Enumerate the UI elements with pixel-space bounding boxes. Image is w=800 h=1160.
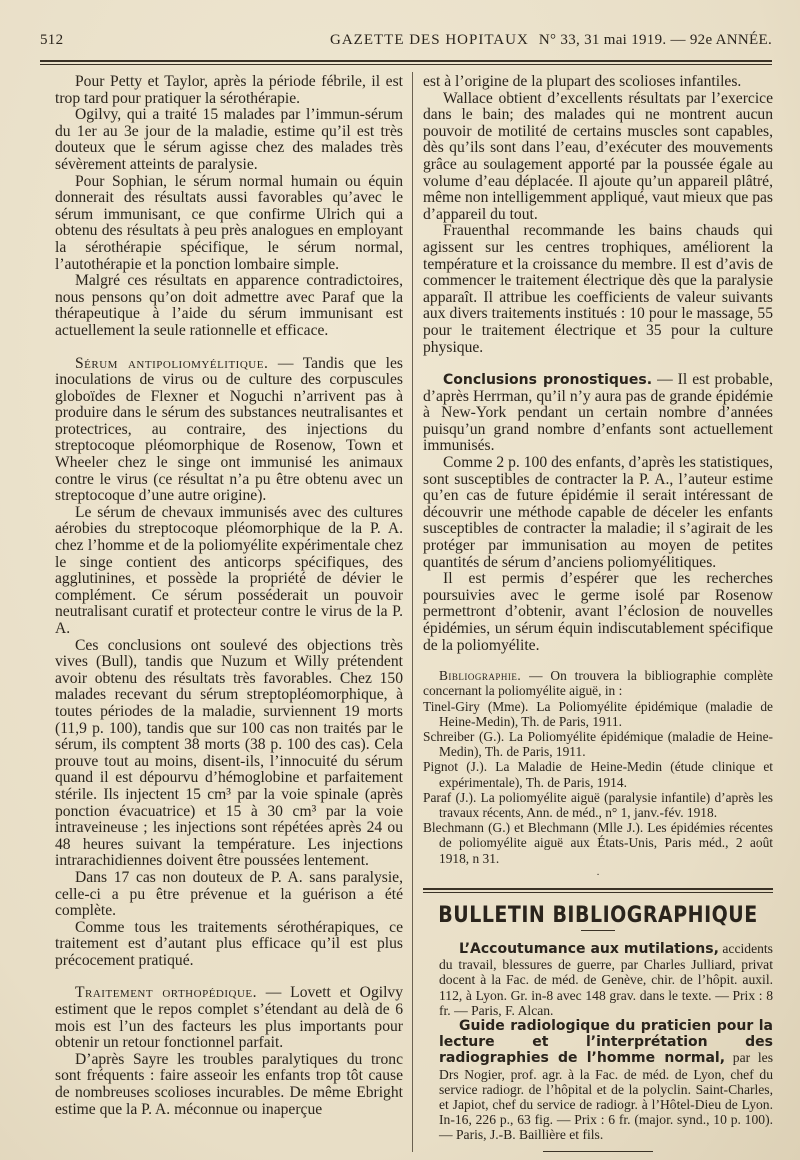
paragraph: Comme tous les traitements sérothérapiques, ce traitement est d’autant plus efficace qu’il est plus précocement pratiqué. xyxy=(55,918,403,969)
bibliography xyxy=(423,668,773,866)
book-title: L’Accoutumance aux mutilations, xyxy=(459,941,719,958)
bibliography-entry: Schreiber (G.). La Poliomyélite épidémique (maladie de Heine-Medin), Th. de Paris, 1911. xyxy=(423,729,773,760)
paragraph: D’après Sayre les troubles paralytiques du tronc sont fréquents : faire asseoir les enfants trop tôt cause de nombreuses scolioses incurables. De même Ebright estime que la P. A. méconnue ou inaperçue xyxy=(55,1050,403,1118)
title-underline xyxy=(581,930,615,931)
section-text: — Lovett et Ogilvy estiment que le repos complet s’étendant au delà de 6 mois est l’un des facteurs les plus importants pour obtenir un retour fonctionnel parfait. xyxy=(55,984,403,1052)
paragraph: Pour Petty et Taylor, après la période fébrile, il est trop tard pour pratiquer la sérothérapie. xyxy=(55,73,403,107)
header-rule xyxy=(40,60,772,62)
left-column xyxy=(55,74,403,1118)
paragraph: Malgré ces résultats en apparence contradictoires, nous pensons qu’on doit admettre avec Paraf que la thérapeutique à l’aide du sérum immunisant est actuellement la seule rationnelle et efficace. xyxy=(55,272,403,339)
book-details: accidents du travail, blessures de guerre, par Charles Julliard, privat docent à la Fac. de méd. de Genève, chir. de l’hôpit. auxil. 112, à Lyon. Gr. in-8 avec 148 grav. dans le texte. — Prix : 8 fr. — Paris, F. Alcan. xyxy=(439,941,773,1018)
section-text: — Il est probable, d’après Herrman, qu’il n’y aura pas de grande épidémie à New-York pendant un certain nombre d’années puisqu’un grand nombre d’enfants sont actuellement immunisés. xyxy=(423,371,774,455)
section-conclusions xyxy=(423,372,773,455)
book-details: par les Drs Nogier, prof. agr. à la Fac. de méd. de Lyon, chef du service radiogr. de l’hôpital et de la polyclin. Saint-Charles, et Japiot, chef du service de radiogr. à l’Hôtel-Dieu de Lyon. In-16, 226 p., 63 fig. — Prix : 6 fr. (major. synd., 10 p. 100). — Paris, J.-B. Baillière et fils. xyxy=(439,1050,773,1143)
bibliography-intro xyxy=(423,668,773,698)
right-column xyxy=(423,74,773,1152)
section-heading: Traitement orthopédique. xyxy=(75,984,258,1002)
column-divider xyxy=(412,72,413,1152)
paragraph: Il est permis d’espérer que les recherches poursuivies avec le germe isolé par Rosenow permettront d’obtenir, avant l’éclosion de nouvelles épidémies, un sérum équin indiscutablement spécifique de la poliomyélite. xyxy=(423,570,773,654)
paragraph: Ogilvy, qui a traité 15 malades par l’immun-sérum du 1er au 3e jour de la maladie, estime qu’il est très douteux que le sérum agisse chez des malades très sévèrement atteints de paralysie. xyxy=(55,106,403,173)
paragraph: Pour Sophian, le sérum normal humain ou équin donnerait des résultats aussi favorables qu’avec le sérum immunisant, ce que confirme Ulrich qui a obtenu des résultats à peu près analogues en employant la sérothérapie spécifique, le sérum normal, l’autothérapie et la ponction lombaire simple. xyxy=(55,172,403,273)
journal-title: GAZETTE DES HOPITAUX xyxy=(330,32,529,48)
separator-dot: · xyxy=(596,869,600,881)
paragraph: Comme 2 p. 100 des enfants, d’après les statistiques, sont susceptibles de contracter la P. A., l’auteur estime qu’en cas de future épidémie il serait intéressant de découvrir une méthode capable de déceler les enfants susceptibles de contracter la maladie; il s’agirait de les protéger par immunisation au moyen de petites quantités de sérum d’anciens poliomyélitiques. xyxy=(423,454,773,571)
paragraph: Wallace obtient d’excellents résultats par l’exercice dans le bain; des malades qui ne montrent aucun pouvoir de motilité de certains muscles sont capables, dès qu’ils sont dans l’eau, d’exécuter des mouvements grâce au soulagement apporté par la poussée égale au volume d’eau déplacée. Il ajoute qu’un appareil plâtré, même non intelligemment appliqué, vaut mieux que pas d’appareil du tout. xyxy=(423,89,773,223)
book-title: Guide radiologique du praticien pour la lecture et l’interprétation des radiographies de l’homme normal, xyxy=(439,1018,773,1067)
section-rule-thin xyxy=(423,892,773,893)
paragraph: Dans 17 cas non douteux de P. A. sans paralysie, celle-ci a pu être prévenue et la guérison a été complète. xyxy=(55,868,403,920)
end-rule xyxy=(543,1151,653,1152)
bibliography-heading: Bibliographie. xyxy=(439,668,522,684)
header-rule-thin xyxy=(40,64,772,65)
page-number: 512 xyxy=(40,32,64,48)
section-text: — Tandis que les inoculations de virus ou de culture des corpuscules globoïdes de Flexner et Noguchi n’arrivent pas à produire dans le sérum des substances neutralisantes et protectrices, au contraire, des injections du streptocoque pléomorphique de Rosenow, Town et Wheeler chez le singe ont immunisé les animaux contre le virus (ce résultat n’a pu être obtenu avec un streptocoque d’une autre origine). xyxy=(55,354,403,505)
paragraph: Le sérum de chevaux immunisés avec des cultures aérobies du streptocoque pléomorphique de la P. A. chez l’homme et de la poliomyélite expérimentale chez le singe contient des anticorps spécifiques, des agglutinines, et possède la propriété de dévier le complément. Ce sérum posséderait un pouvoir neutralisant curatif et protecteur contre le virus de la P. A. xyxy=(55,503,403,637)
section-rule xyxy=(423,888,773,890)
bibliography-entry: Paraf (J.). La poliomyélite aiguë (paralysie infantile) d’après les travaux récents, Ann. de méd., n° 1, janv.-fév. 1918. xyxy=(423,789,773,821)
bibliography-entry: Tinel-Giry (Mme). La Poliomyélite épidémique (maladie de Heine-Medin), Th. de Paris, 1911. xyxy=(423,698,773,729)
bibliography-entry: Blechmann (G.) et Blechmann (Mlle J.). Les épidémies récentes de poliomyélite aiguë aux États-Unis, Paris méd., 2 août 1918, n 31. xyxy=(423,820,773,866)
paragraph: Ces conclusions ont soulevé des objections très vives (Bull), tandis que Nuzum et Willy prétendent avoir obtenu des résultats très favorables. Chez 150 malades recevant du sérum streptopléomorphique, à toutes périodes de la maladie, surviennent 19 morts (11,9 p. 100), tandis que sur 100 cas non traités par le sérum, ils comptent 38 morts (38 p. 100 des cas). Cela prouve tout au moins, disent-ils, l’innocuité du sérum quand il est dépourvu d’hémoglobine et parfaitement stérile. Ils injectent 15 cm³ par la voie spinale (après ponction évacuatrice) et 15 à 30 cm³ par la voie intraveineuse ; les injections sont répétées après 24 ou 48 heures suivant la température. Les injections intrarachidiennes doivent être poussées lentement. xyxy=(55,636,403,870)
section-heading: Sérum antipoliomyélitique. xyxy=(75,354,269,372)
section-heading: Conclusions pronostiques. xyxy=(443,372,653,389)
issue-info: N° 33, 31 mai 1919. — 92e ANNÉE. xyxy=(538,32,772,48)
page-header xyxy=(40,32,772,54)
book-listing xyxy=(423,1018,773,1143)
bulletin-title: BULLETIN BIBLIOGRAPHIQUE xyxy=(438,902,758,929)
section-ortho xyxy=(55,985,403,1051)
bibliography-entry: Pignot (J.). La Maladie de Heine-Medin (étude clinique et expérimentale), Th. de Paris, 1914. xyxy=(423,759,773,790)
bibliography-intro-text: — On trouvera la bibliographie complète concernant la poliomyélite aiguë, in : xyxy=(423,668,773,699)
section-serum xyxy=(55,356,403,505)
paragraph: Frauenthal recommande les bains chauds qui agissent sur les centres trophiques, améliorent la température et la croissance du membre. Il est d’avis de commencer le traitement électrique dès que la paralysie apparaît. Il attribue les coefficients de valeur suivants aux divers traitements institués : 10 pour le massage, 55 pour le traitement électrique et 35 pour la culture physique. xyxy=(423,222,773,356)
paragraph: est à l’origine de la plupart des scolioses infantiles. xyxy=(423,73,742,90)
book-listing xyxy=(423,941,773,1018)
